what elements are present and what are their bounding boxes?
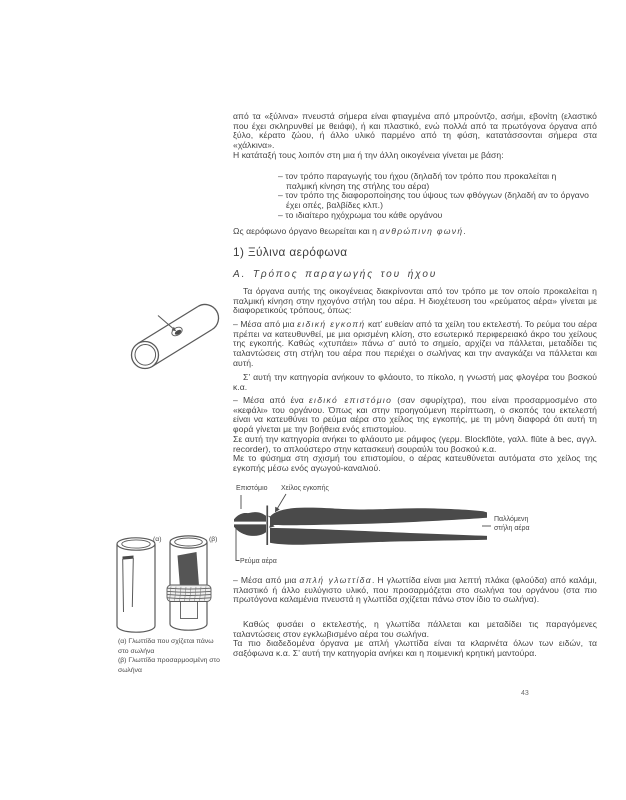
criteria-item: – το ιδιαίτερο ηχόχρωμα του κάθε οργάνου bbox=[278, 209, 443, 220]
reed-pipes-illustration bbox=[70, 530, 220, 638]
notch-text-rest: κατ’ ευθείαν από τα χείλη του εκτελεστή. Το ρεύμα του αέρα πρέπει να κατευθυνθεί, με μια ορισμένη κλίση, στο εσωτερικό περιφερειακό άκρο του χείλους της εγκοπής. Καθώς «χτυπάει» πάνω σ’ αυτό το σημείο, αρχίζει να πάλλεται, μεταδίδει τις ταλαντώσεις στη στήλη του αέρα που περιέχει ο σωλήνας και την αναγκάζει να πάλλεται και αυτή. bbox=[233, 319, 597, 368]
section-intro-paragraph: Τα όργανα αυτής της οικογένειας διακρίνονται από τον τρόπο με τον οποίο προκαλείται η παλμική κίνηση στην ηχογόνο στήλη του αέρα. Η διοχέτευση του «ρεύματος αέρα» γίνεται με διαφορετικούς τρόπους, όπως: bbox=[233, 286, 597, 316]
diagram-label-notch-lip: Χείλος εγκοπής bbox=[281, 485, 329, 492]
notch-examples-paragraph: Σ’ αυτή την κατηγορία ανήκουν το φλάουτο, το πίκολο, η γνωστή μας φλογέρα του βοσκού κ.α. bbox=[233, 372, 597, 392]
reed-emphasis: απλή γλωττίδα bbox=[299, 575, 372, 585]
criteria-item: – τον τρόπο παραγωγής του ήχου (δηλαδή τον τρόπο που προκαλείται η παλμική κίνηση της στήλης του αέρα) bbox=[278, 171, 557, 191]
mouthpiece-lower bbox=[234, 524, 266, 536]
reed-text: – Μέσα από μια bbox=[233, 575, 300, 585]
voice-note-period: . bbox=[463, 226, 466, 236]
figure-caption-b: (β) Γλωττίδα προσαρμοσμένη στο σωλήνα bbox=[118, 657, 220, 674]
intro-paragraph-2: Η κατάταξή τους λοιπόν στη μια ή την άλλη οικογένεια γίνεται με βάση: bbox=[233, 149, 504, 160]
bore-lower-wall bbox=[270, 528, 487, 545]
notch-lip-leader-arrow bbox=[276, 494, 287, 512]
section-subheading: Α. Τρόπος παραγωγής του ήχου bbox=[233, 269, 438, 280]
bore-upper-wall bbox=[270, 508, 487, 526]
intro-paragraph: από τα «ξύλινα» πνευστά σήμερα είναι φτιαγμένα από μπρούντζο, ασήμι, εβονίτη (ελαστικό που έχει σκληρυνθεί με θειάφι), ή και πλαστικό, ενώ πολλά από τα πρωτόγονα όργανα από ξύλο, κέρατο ζώου, ή άλλο υλικό παρμένο από τη φύση, κατατάσσονται σήμερα στα «χάλκινα». bbox=[233, 111, 597, 151]
pipe-b-reed bbox=[178, 552, 200, 588]
criteria-item: – τον τρόπο της διαφοροποίησης του ύψους των φθόγγων (δηλαδή αν το όργανο έχει οπές, βαλβίδες κλπ.) bbox=[278, 190, 589, 211]
page-number: 43 bbox=[521, 690, 529, 697]
mouthpiece-paragraph-3: Με το φύσημα στη σχισμή του επιστομίου, ο αέρας κατευθύνεται αυτόματα στο χείλος της εγκοπής μέσω ενός αγωγού-καναλιού. bbox=[233, 453, 597, 473]
window-line bbox=[266, 506, 268, 546]
section-heading: 1) Ξύλινα αερόφωνα bbox=[233, 245, 348, 259]
notch-emphasis: ειδική εγκοπή bbox=[297, 319, 366, 329]
figure-caption bbox=[118, 637, 222, 675]
voice-note-text: Ως αερόφωνο όργανο θεωρείται και η bbox=[233, 226, 380, 236]
reed-text-rest: . Η γλωττίδα είναι μια λεπτή πλάκα (φλούδα) από καλάμι, πλαστικό ή άλλο ευλύγιστο υλικό, που προσαρμόζεται στο σωλήνα του οργάνου (στα πιο πρωτόγονα καλαμένια πνευστά η γλωττίδα σχίζεται πάνω στον ίδιο το σωλήνα). bbox=[233, 575, 597, 605]
tube-illustration bbox=[95, 302, 225, 407]
reed-paragraph bbox=[233, 576, 597, 605]
diagram-label-air-column: Παλλόμενη στήλη αέρα bbox=[494, 516, 530, 532]
pipe-a-cut-tongue bbox=[123, 556, 134, 560]
voice-note bbox=[233, 227, 597, 237]
closing-paragraph: Καθώς φυσάει ο εκτελεστής, η γλωττίδα πάλλεται και μεταδίδει τις παραγόμενες ταλαντώσεις στον εγκλωβισμένο αέρα του σωλήνα. bbox=[233, 619, 597, 639]
notch-examples-block bbox=[233, 373, 597, 392]
figure-label-a: (α) bbox=[153, 536, 162, 543]
closing-paragraph-2: Τα πιο διαδεδομένα όργανα με απλή γλωττίδα είναι τα κλαρινέτα όλων των ειδών, τα σαξόφωνα κ.α. Σ’ αυτή την κατηγορία ανήκει και η ποιμενική κρητική μαντούρα. bbox=[233, 638, 597, 659]
notch-paragraph bbox=[233, 320, 597, 369]
mouthpiece-emphasis: ειδικό επιστόμιο bbox=[308, 395, 393, 405]
figure-caption-a: (α) Γλωττίδα που σχίζεται πάνω στο σωλήνα bbox=[118, 638, 214, 655]
voice-note-emphasis: ανθρώπινη φωνή bbox=[379, 226, 464, 236]
intro-block bbox=[233, 112, 597, 161]
voice-note-block bbox=[233, 227, 597, 237]
mouthpiece-text: – Μέσα από ένα bbox=[233, 395, 309, 405]
mouthpiece-text-rest: (σαν σφυρίχτρα), που είναι προσαρμοσμένο στο «κεφάλι» του οργάνου. Όπως και στην προηγούμενη περίπτωση, ο σκοπός του εκτελεστή είναι να κατευθύνει το ρεύμα αέρα στο χείλος της εγκοπής, με τη μόνη διαφορά ότι αυτή τη φορά γίνεται με την βοήθεια ενός επιστομίου. bbox=[233, 395, 597, 435]
closing-block bbox=[233, 620, 597, 659]
diagram-label-mouthpiece: Επιστόμιο bbox=[236, 485, 268, 492]
mouthpiece-upper bbox=[234, 512, 266, 522]
notch-block bbox=[233, 320, 597, 369]
diagram-label-air-stream: Ρεύμα αέρα bbox=[240, 558, 277, 565]
notch-text: – Μέσα από μια bbox=[233, 319, 298, 329]
mouthpiece-paragraph-2: Σε αυτή την κατηγορία ανήκει το φλάουτο με ράμφος (γερμ. Blockflöte, γαλλ. flûte à bec, αγγλ. recorder), το απλούστερο στην κατασκευή σουραύλι του βοσκού κ.α. bbox=[233, 433, 597, 454]
criteria-list bbox=[278, 172, 590, 221]
figure-label-b: (β) bbox=[209, 536, 218, 543]
mouthpiece-paragraph bbox=[233, 396, 597, 435]
reed-block bbox=[233, 576, 597, 605]
section-intro-block bbox=[233, 287, 597, 316]
mouthpiece-block bbox=[233, 396, 597, 474]
